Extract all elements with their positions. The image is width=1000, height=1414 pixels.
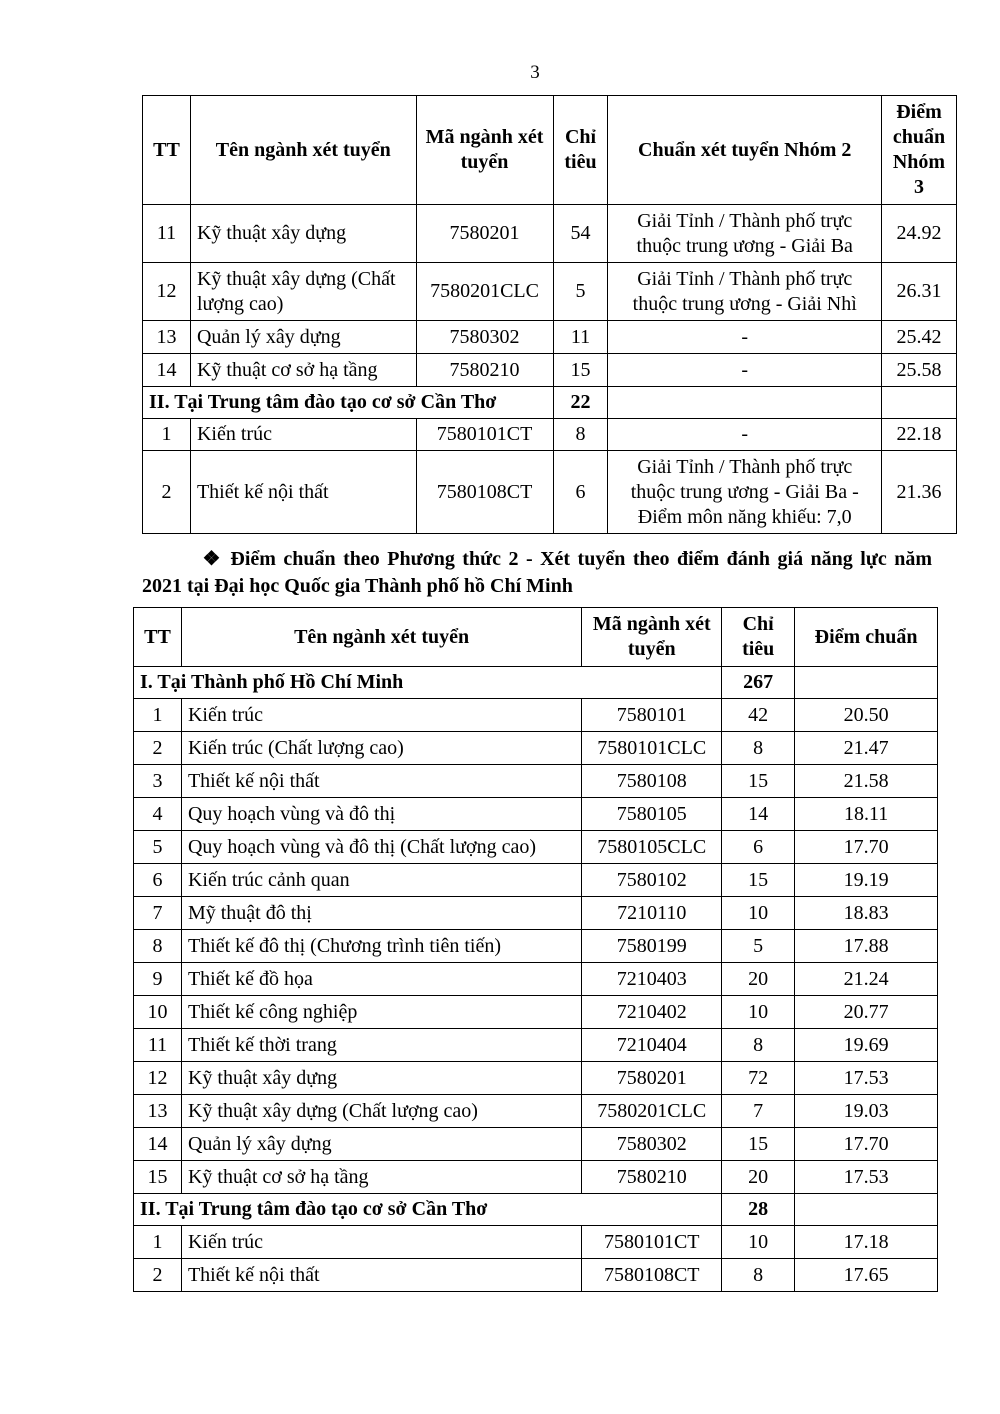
row-tt: 2 (134, 732, 182, 765)
empty-cell (795, 667, 938, 699)
empty-cell (608, 387, 881, 419)
header-score: Điểm chuẩn (795, 608, 938, 667)
section-quota: 267 (722, 667, 795, 699)
table-row (134, 1062, 938, 1095)
row-score: 21.47 (795, 732, 938, 765)
header-major-code: Mã ngành xét tuyển (416, 96, 553, 205)
row-score-group3: 25.58 (881, 354, 956, 387)
section-quota: 28 (722, 1194, 795, 1226)
row-major-name: Kiến trúc (181, 699, 581, 732)
header-tt: TT (143, 96, 191, 205)
row-tt: 12 (134, 1062, 182, 1095)
table-row (134, 864, 938, 897)
row-tt: 5 (134, 831, 182, 864)
row-standard-group2: Giải Tỉnh / Thành phố trực thuộc trung ương - Giải Ba - Điểm môn năng khiếu: 7,0 (608, 451, 881, 534)
row-tt: 10 (134, 996, 182, 1029)
row-tt: 14 (143, 354, 191, 387)
row-standard-group2: - (608, 354, 881, 387)
row-major-name: Thiết kế đô thị (Chương trình tiên tiến) (181, 930, 581, 963)
row-major-code: 7580199 (582, 930, 722, 963)
row-score: 17.53 (795, 1062, 938, 1095)
row-quota: 6 (722, 831, 795, 864)
header-major-code: Mã ngành xét tuyển (582, 608, 722, 667)
row-major-name: Kỹ thuật xây dựng (190, 205, 416, 263)
row-quota: 54 (553, 205, 608, 263)
row-tt: 2 (143, 451, 191, 534)
row-tt: 15 (134, 1161, 182, 1194)
row-major-name: Thiết kế đồ họa (181, 963, 581, 996)
row-tt: 1 (134, 1226, 182, 1259)
table-row (143, 205, 957, 263)
row-quota: 15 (553, 354, 608, 387)
row-score: 19.69 (795, 1029, 938, 1062)
empty-cell (881, 387, 956, 419)
table-row (134, 963, 938, 996)
row-major-name: Thiết kế công nghiệp (181, 996, 581, 1029)
row-major-name: Kiến trúc (181, 1226, 581, 1259)
page-number: 3 (530, 62, 540, 83)
row-quota: 10 (722, 996, 795, 1029)
row-score-group3: 24.92 (881, 205, 956, 263)
row-tt: 9 (134, 963, 182, 996)
row-major-code: 7210110 (582, 897, 722, 930)
section-row (134, 667, 938, 699)
row-quota: 8 (722, 732, 795, 765)
row-quota: 7 (722, 1095, 795, 1128)
row-major-code: 7580105CLC (582, 831, 722, 864)
row-standard-group2: Giải Tỉnh / Thành phố trực thuộc trung ương - Giải Ba (608, 205, 881, 263)
row-major-code: 7580108CT (582, 1259, 722, 1292)
row-quota: 6 (553, 451, 608, 534)
row-major-code: 7580210 (582, 1161, 722, 1194)
row-major-code: 7580101CLC (582, 732, 722, 765)
row-quota: 5 (553, 263, 608, 321)
row-standard-group2: - (608, 321, 881, 354)
row-quota: 20 (722, 1161, 795, 1194)
row-standard-group2: Giải Tỉnh / Thành phố trực thuộc trung ương - Giải Nhì (608, 263, 881, 321)
table-header-row (143, 96, 957, 205)
table-row (134, 1029, 938, 1062)
table-row (134, 1259, 938, 1292)
row-tt: 13 (143, 321, 191, 354)
row-major-code: 7210403 (582, 963, 722, 996)
table-row (143, 354, 957, 387)
row-tt: 4 (134, 798, 182, 831)
row-major-name: Thiết kế nội thất (181, 1259, 581, 1292)
row-score: 20.50 (795, 699, 938, 732)
row-quota: 42 (722, 699, 795, 732)
section-label: II. Tại Trung tâm đào tạo cơ sở Cần Thơ (134, 1194, 722, 1226)
row-major-code: 7580201 (582, 1062, 722, 1095)
row-major-name: Quy hoạch vùng và đô thị (181, 798, 581, 831)
table-row (143, 451, 957, 534)
table-row (134, 1161, 938, 1194)
row-major-name: Kiến trúc (190, 419, 416, 451)
row-major-name: Kiến trúc cảnh quan (181, 864, 581, 897)
header-quota: Chỉ tiêu (722, 608, 795, 667)
table-row (134, 1226, 938, 1259)
row-major-code: 7580201CLC (416, 263, 553, 321)
row-score-group3: 22.18 (881, 419, 956, 451)
row-score-group3: 26.31 (881, 263, 956, 321)
table-row (134, 897, 938, 930)
row-quota: 10 (722, 1226, 795, 1259)
row-quota: 15 (722, 1128, 795, 1161)
section-quota: 22 (553, 387, 608, 419)
row-quota: 8 (553, 419, 608, 451)
row-tt: 6 (134, 864, 182, 897)
row-score: 21.58 (795, 765, 938, 798)
row-major-name: Kỹ thuật cơ sở hạ tầng (181, 1161, 581, 1194)
row-score: 17.65 (795, 1259, 938, 1292)
row-major-code: 7580101CT (582, 1226, 722, 1259)
row-tt: 8 (134, 930, 182, 963)
section-label: II. Tại Trung tâm đào tạo cơ sở Cần Thơ (143, 387, 554, 419)
row-tt: 3 (134, 765, 182, 798)
row-score: 17.53 (795, 1161, 938, 1194)
row-quota: 8 (722, 1259, 795, 1292)
row-quota: 72 (722, 1062, 795, 1095)
row-major-code: 7580102 (582, 864, 722, 897)
row-score: 20.77 (795, 996, 938, 1029)
header-major-name: Tên ngành xét tuyển (190, 96, 416, 205)
table-header-row (134, 608, 938, 667)
row-major-code: 7210404 (582, 1029, 722, 1062)
row-major-name: Quản lý xây dựng (190, 321, 416, 354)
row-score-group3: 25.42 (881, 321, 956, 354)
bullet-icon: ❖ (200, 548, 223, 570)
row-major-code: 7580101 (582, 699, 722, 732)
header-quota: Chỉ tiêu (553, 96, 608, 205)
row-score: 21.24 (795, 963, 938, 996)
row-score-group3: 21.36 (881, 451, 956, 534)
table-row (143, 263, 957, 321)
row-major-name: Quản lý xây dựng (181, 1128, 581, 1161)
row-score: 17.70 (795, 831, 938, 864)
row-major-code: 7210402 (582, 996, 722, 1029)
table-row (134, 732, 938, 765)
row-major-code: 7580210 (416, 354, 553, 387)
table-row (134, 1128, 938, 1161)
table-row (134, 798, 938, 831)
row-major-code: 7580302 (416, 321, 553, 354)
row-major-code: 7580108 (582, 765, 722, 798)
row-tt: 14 (134, 1128, 182, 1161)
table-row (134, 699, 938, 732)
row-score: 18.11 (795, 798, 938, 831)
table-row (134, 996, 938, 1029)
row-quota: 5 (722, 930, 795, 963)
admission-table-group2-3 (142, 95, 957, 534)
row-major-name: Kỹ thuật xây dựng (181, 1062, 581, 1095)
admission-table-method2 (133, 607, 938, 1292)
row-major-name: Thiết kế nội thất (190, 451, 416, 534)
row-tt: 1 (143, 419, 191, 451)
table-row (134, 1095, 938, 1128)
table-row (134, 930, 938, 963)
row-score: 18.83 (795, 897, 938, 930)
header-tt: TT (134, 608, 182, 667)
section-label: I. Tại Thành phố Hồ Chí Minh (134, 667, 722, 699)
row-major-name: Quy hoạch vùng và đô thị (Chất lượng cao) (181, 831, 581, 864)
row-score: 19.03 (795, 1095, 938, 1128)
row-quota: 20 (722, 963, 795, 996)
table-row (143, 419, 957, 451)
row-major-code: 7580201 (416, 205, 553, 263)
table-row (143, 321, 957, 354)
row-major-code: 7580105 (582, 798, 722, 831)
row-major-name: Kỹ thuật xây dựng (Chất lượng cao) (190, 263, 416, 321)
row-quota: 15 (722, 864, 795, 897)
row-quota: 11 (553, 321, 608, 354)
table-row (134, 831, 938, 864)
row-tt: 2 (134, 1259, 182, 1292)
section-row (143, 387, 957, 419)
table-row (134, 765, 938, 798)
row-major-name: Kiến trúc (Chất lượng cao) (181, 732, 581, 765)
note-text: Điểm chuẩn theo Phương thức 2 - Xét tuyển theo điểm đánh giá năng lực năm 2021 tại Đại học Quốc gia Thành phố hồ Chí Minh (142, 548, 932, 597)
row-major-code: 7580108CT (416, 451, 553, 534)
row-major-name: Mỹ thuật đô thị (181, 897, 581, 930)
row-quota: 15 (722, 765, 795, 798)
row-quota: 8 (722, 1029, 795, 1062)
row-tt: 12 (143, 263, 191, 321)
method-2-note (142, 546, 932, 600)
row-major-name: Thiết kế thời trang (181, 1029, 581, 1062)
row-score: 17.88 (795, 930, 938, 963)
row-quota: 14 (722, 798, 795, 831)
header-score-group3: Điểm chuẩn Nhóm 3 (881, 96, 956, 205)
row-score: 17.70 (795, 1128, 938, 1161)
header-major-name: Tên ngành xét tuyển (181, 608, 581, 667)
row-major-code: 7580201CLC (582, 1095, 722, 1128)
row-major-name: Kỹ thuật cơ sở hạ tầng (190, 354, 416, 387)
header-standard-group2: Chuẩn xét tuyển Nhóm 2 (608, 96, 881, 205)
row-major-name: Thiết kế nội thất (181, 765, 581, 798)
section-row (134, 1194, 938, 1226)
row-tt: 11 (143, 205, 191, 263)
row-standard-group2: - (608, 419, 881, 451)
row-tt: 1 (134, 699, 182, 732)
row-score: 17.18 (795, 1226, 938, 1259)
row-major-name: Kỹ thuật xây dựng (Chất lượng cao) (181, 1095, 581, 1128)
row-quota: 10 (722, 897, 795, 930)
row-tt: 13 (134, 1095, 182, 1128)
row-major-code: 7580101CT (416, 419, 553, 451)
empty-cell (795, 1194, 938, 1226)
row-tt: 11 (134, 1029, 182, 1062)
row-tt: 7 (134, 897, 182, 930)
row-score: 19.19 (795, 864, 938, 897)
row-major-code: 7580302 (582, 1128, 722, 1161)
